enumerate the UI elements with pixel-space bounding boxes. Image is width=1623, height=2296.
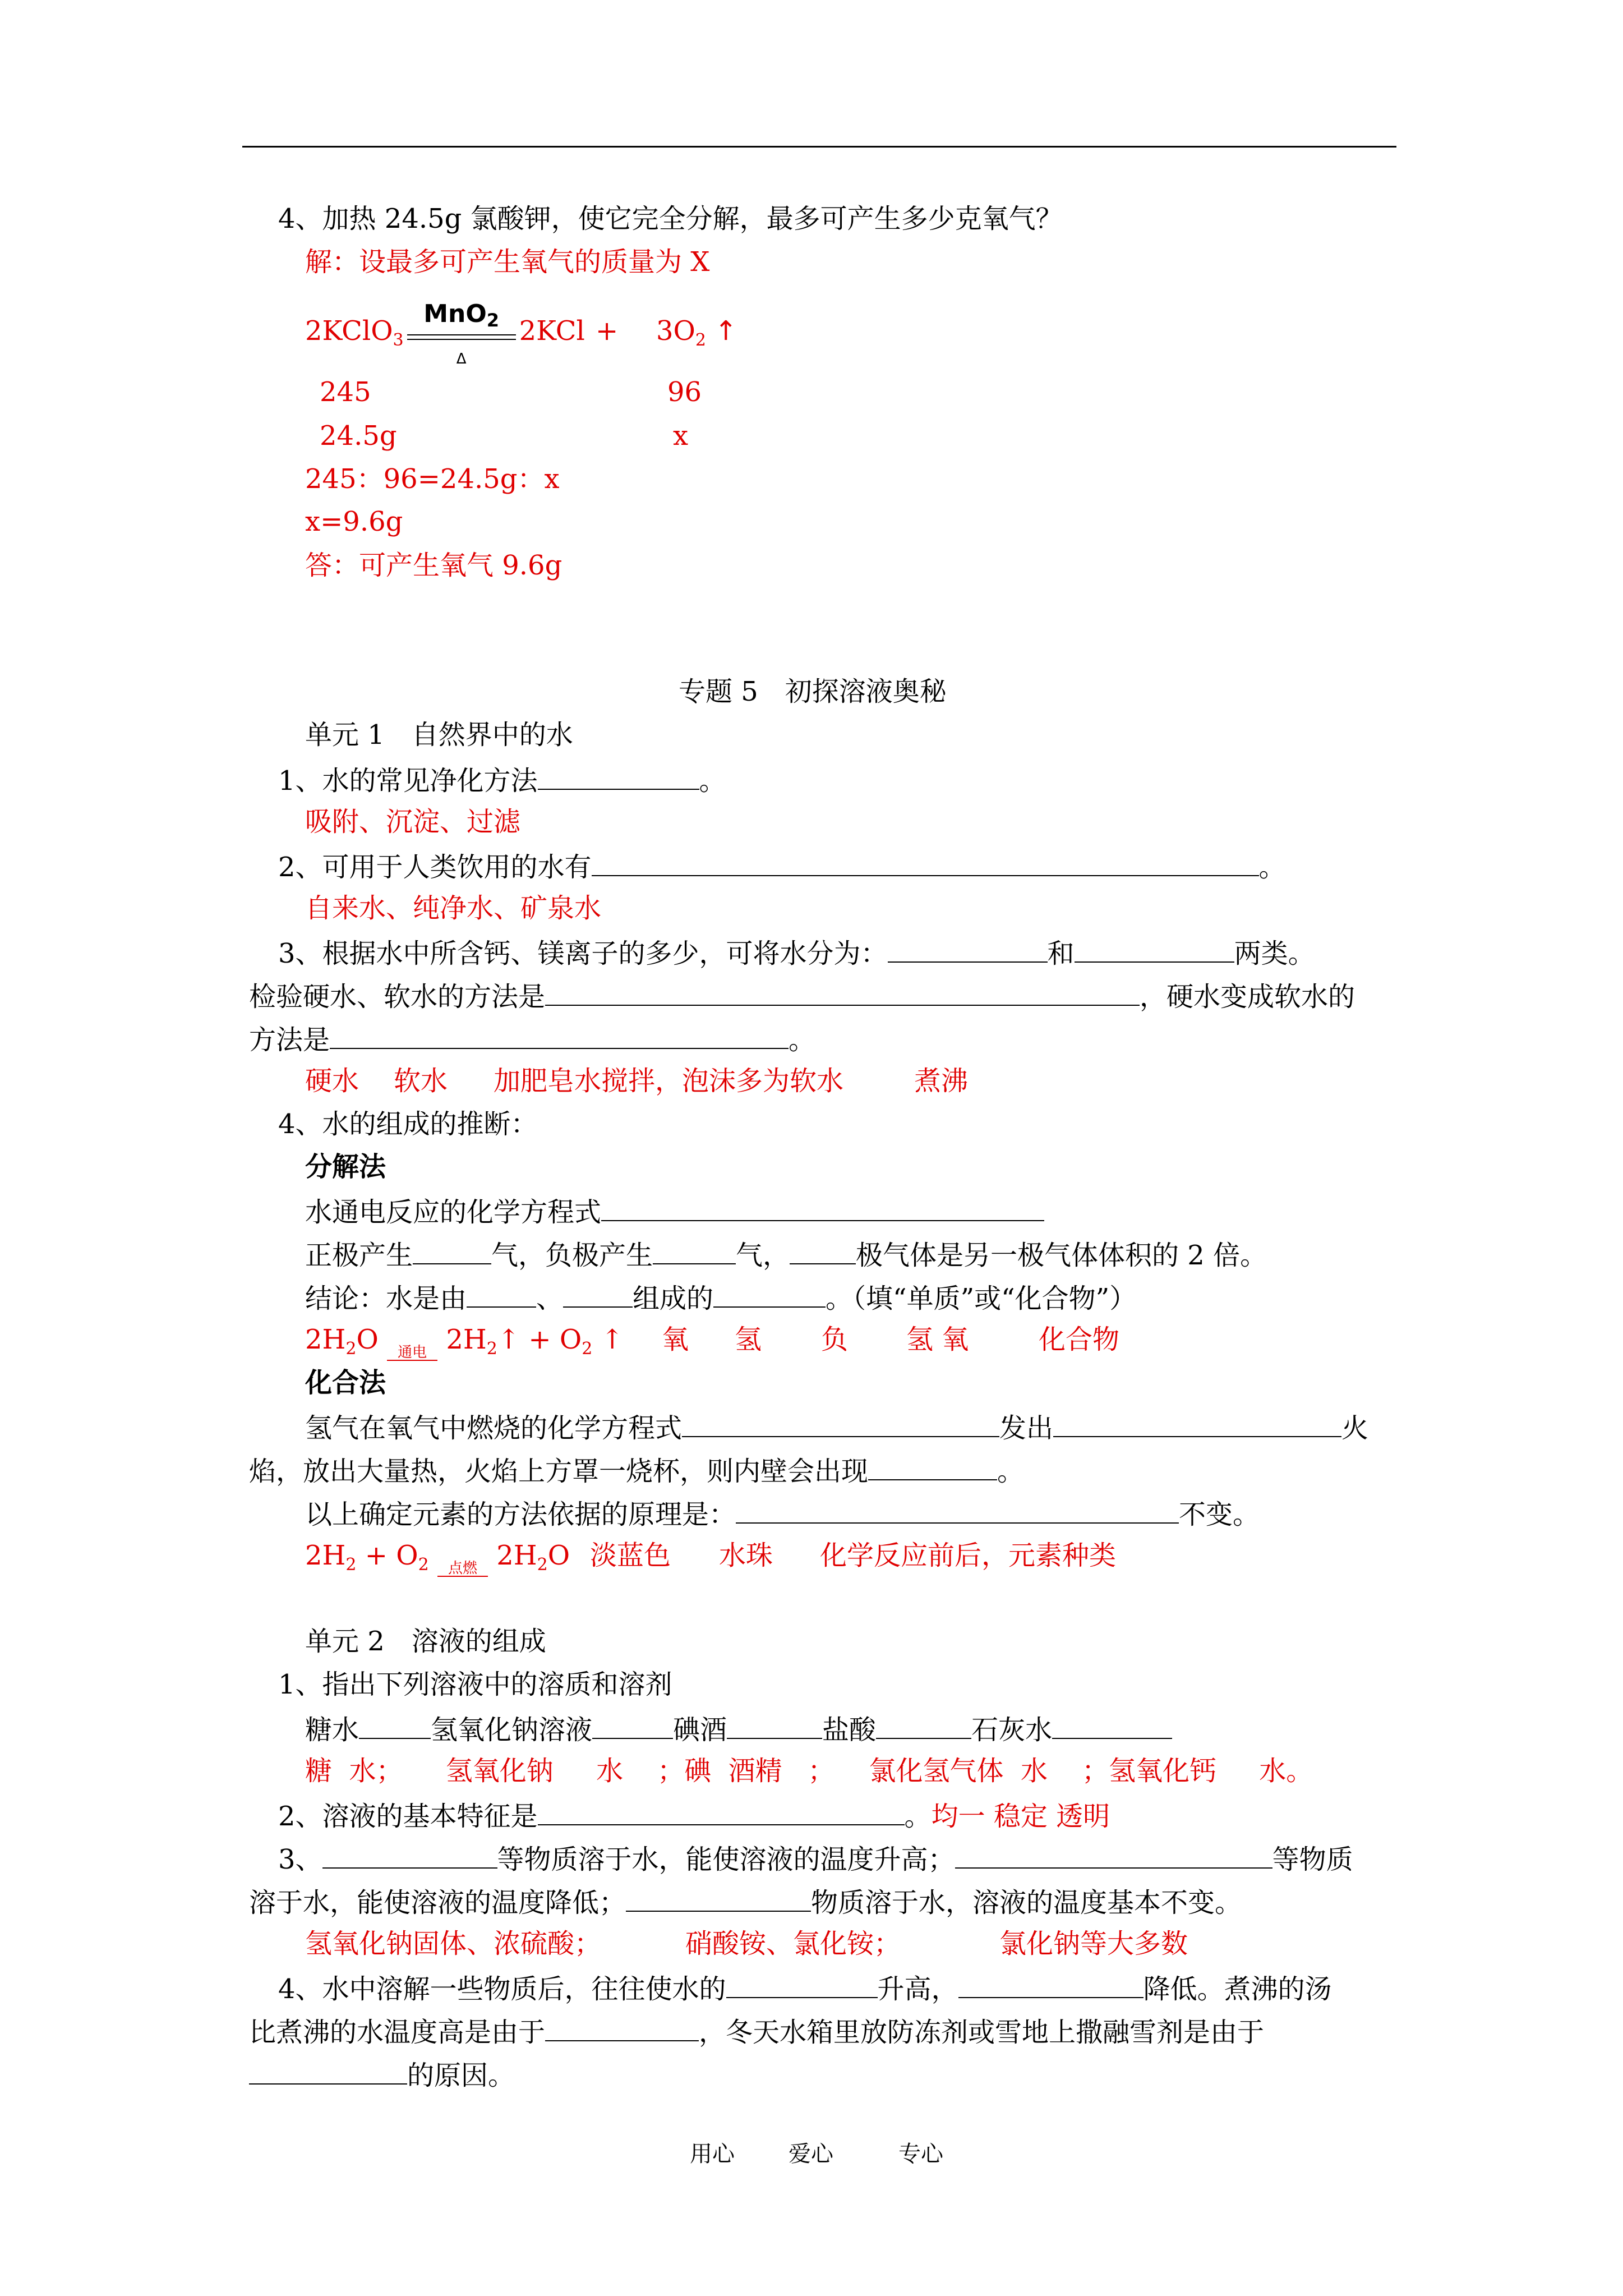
footer-word-1: 用心 bbox=[690, 2141, 735, 2167]
unit2-title: 单元 2 溶液的组成 bbox=[305, 1626, 546, 1657]
unit1-a4-w2: 氢 bbox=[735, 1324, 762, 1355]
unit2-q2: 2、溶液的基本特征是 。均一 稳定 透明 bbox=[278, 1797, 1110, 1833]
unit2-a2: 均一 稳定 透明 bbox=[931, 1801, 1110, 1832]
blank bbox=[626, 1884, 811, 1912]
q4-solution-intro: 解：设最多可产生氧气的质量为 X bbox=[305, 246, 710, 278]
unit1-q4: 4、水的组成的推断： bbox=[278, 1108, 538, 1140]
blank bbox=[467, 1280, 536, 1308]
unit2-a1: 糖 水； 氢氧化钠 水 ；碘 酒精 ； 氯化氢气体 水 ；氢氧化钙 水。 bbox=[305, 1755, 1313, 1787]
blank bbox=[330, 1021, 789, 1049]
method2-title: 化合法 bbox=[305, 1367, 386, 1398]
q4-given-2: x bbox=[673, 420, 689, 452]
blank bbox=[727, 1711, 822, 1739]
blank bbox=[726, 1970, 878, 1998]
q4-result: x=9.6g bbox=[305, 506, 403, 537]
blank bbox=[413, 1236, 491, 1264]
eq-product-kcl: 2KCl bbox=[519, 315, 585, 347]
unit2-a3-1: 氢氧化钠固体、浓硫酸； bbox=[305, 1928, 602, 1959]
unit1-q3-line1: 3、根据水中所含钙、镁离子的多少，可将水分为： 和 两类。 bbox=[278, 935, 1315, 970]
unit1-a5-w1: 淡蓝色 bbox=[590, 1540, 671, 1571]
unit1-q3-line3: 方法是 。 bbox=[249, 1021, 815, 1057]
q4-mass-2: 96 bbox=[667, 376, 702, 408]
method2-line2: 焰，放出大量热，火焰上方罩一烧杯，则内壁会出现 。 bbox=[249, 1452, 1024, 1488]
blank bbox=[538, 762, 699, 790]
unit1-title: 单元 1 自然界中的水 bbox=[305, 719, 573, 751]
unit2-q1: 1、指出下列溶液中的溶质和溶剂 bbox=[278, 1669, 672, 1700]
blank bbox=[538, 1797, 905, 1825]
unit1-a4-w1: 氧 bbox=[662, 1324, 689, 1355]
unit1-a3-4: 煮沸 bbox=[914, 1065, 969, 1097]
unit2-q3-line1: 3、 等物质溶于水，能使溶液的温度升高； 等物质 bbox=[278, 1841, 1353, 1876]
unit1-a4-w5: 化合物 bbox=[1039, 1324, 1120, 1355]
unit1-q1: 1、水的常见净化方法 。 bbox=[278, 762, 726, 798]
unit1-q2: 2、可用于人类饮用的水有 。 bbox=[278, 848, 1286, 884]
unit1-a5-equation: $2H_2 + O_2$ 点燃 $2H_2O$ bbox=[305, 1540, 570, 1577]
unit1-a3-2: 软水 bbox=[394, 1065, 448, 1097]
method1-line1: 水通电反应的化学方程式 bbox=[305, 1193, 1044, 1229]
blank bbox=[1053, 1409, 1341, 1437]
method1-line2: 正极产生 气，负极产生 气， 极气体是另一极气体体积的 2 倍。 bbox=[305, 1236, 1267, 1272]
footer-word-2: 爱心 bbox=[789, 2141, 833, 2167]
eq-reactant: 2KClO$_3$ bbox=[305, 315, 404, 350]
q4-answer: 答：可产生氧气 9.6g bbox=[305, 550, 562, 581]
blank bbox=[888, 935, 1048, 963]
topic-title: 专题 5 初探溶液奥秘 bbox=[679, 676, 947, 707]
unit1-a5-w2: 水珠 bbox=[719, 1540, 773, 1571]
blank bbox=[545, 2013, 699, 2041]
unit1-a5-w3: 化学反应前后，元素种类 bbox=[820, 1540, 1117, 1571]
unit2-q4-line1: 4、水中溶解一些物质后，往往使水的 升高， 降低。煮沸的汤 bbox=[278, 1970, 1332, 2006]
q4-question: 4、加热 24.5g 氯酸钾，使它完全分解，最多可产生多少克氧气？ bbox=[278, 203, 1063, 234]
q4-equation bbox=[305, 300, 585, 367]
unit1-a3-3: 加肥皂水搅拌，泡沫多为软水 bbox=[494, 1065, 844, 1097]
q4-ratio: 245：96=24.5g：x bbox=[305, 463, 560, 495]
unit2-q4-line2: 比煮沸的水温度高是由于 ，冬天水箱里放防冻剂或雪地上撒融雪剂是由于 bbox=[249, 2013, 1264, 2049]
header-rule bbox=[242, 146, 1396, 148]
q4-given-1: 24.5g bbox=[320, 420, 397, 452]
unit1-q3-line2: 检验硬水、软水的方法是 ，硬水变成软水的 bbox=[249, 978, 1355, 1014]
blank bbox=[249, 2056, 407, 2085]
blank bbox=[592, 1711, 673, 1739]
eq-plus: + bbox=[596, 315, 619, 347]
footer-word-3: 专心 bbox=[898, 2141, 943, 2167]
blank bbox=[1052, 1711, 1172, 1739]
method2-line1: 氢气在氧气中燃烧的化学方程式 发出 火 bbox=[305, 1409, 1368, 1445]
eq-condition: MnO$_2$ Δ bbox=[404, 314, 519, 348]
unit2-q4-line3: 的原因。 bbox=[249, 2056, 515, 2092]
unit2-q3-line2: 溶于水，能使溶液的温度降低； 物质溶于水，溶液的温度基本不变。 bbox=[249, 1884, 1242, 1920]
unit2-q1-items: 糖水 氢氧化钠溶液 碘酒 盐酸 石灰水 bbox=[305, 1711, 1172, 1747]
unit2-a3-2: 硝酸铵、氯化铵； bbox=[685, 1928, 901, 1959]
blank bbox=[958, 1970, 1144, 1998]
unit1-a1: 吸附、沉淀、过滤 bbox=[305, 806, 521, 838]
blank bbox=[682, 1409, 999, 1437]
unit1-a4-equation: $2H_2O$ 通电 $2H_2↑ + O_2$ ↑ bbox=[305, 1324, 624, 1361]
blank bbox=[713, 1280, 826, 1308]
unit1-a3-1: 硬水 bbox=[305, 1065, 359, 1097]
unit2-a3-3: 氯化钠等大多数 bbox=[999, 1928, 1188, 1959]
unit1-a4-w4: 氢 氧 bbox=[906, 1324, 969, 1355]
method2-line3: 以上确定元素的方法依据的原理是： 不变。 bbox=[305, 1496, 1260, 1531]
q4-mass-1: 245 bbox=[320, 376, 371, 408]
blank bbox=[545, 978, 1140, 1006]
blank bbox=[322, 1841, 497, 1869]
unit1-a4-w3: 负 bbox=[821, 1324, 849, 1355]
blank bbox=[736, 1496, 1179, 1524]
blank bbox=[601, 1193, 1044, 1221]
blank bbox=[592, 848, 1259, 876]
method1-line3: 结论：水是由 、 组成的 。（填“单质”或“化合物”） bbox=[305, 1280, 1136, 1315]
blank bbox=[876, 1711, 971, 1739]
eq-product-o2: $3O_2$ ↑ bbox=[656, 315, 737, 350]
unit1-a2: 自来水、纯净水、矿泉水 bbox=[305, 892, 602, 924]
method1-title: 分解法 bbox=[305, 1151, 386, 1182]
blank bbox=[653, 1236, 736, 1264]
blank bbox=[955, 1841, 1272, 1869]
blank bbox=[868, 1452, 997, 1480]
blank bbox=[359, 1711, 431, 1739]
blank bbox=[563, 1280, 633, 1308]
blank bbox=[1075, 935, 1234, 963]
blank bbox=[790, 1236, 856, 1264]
